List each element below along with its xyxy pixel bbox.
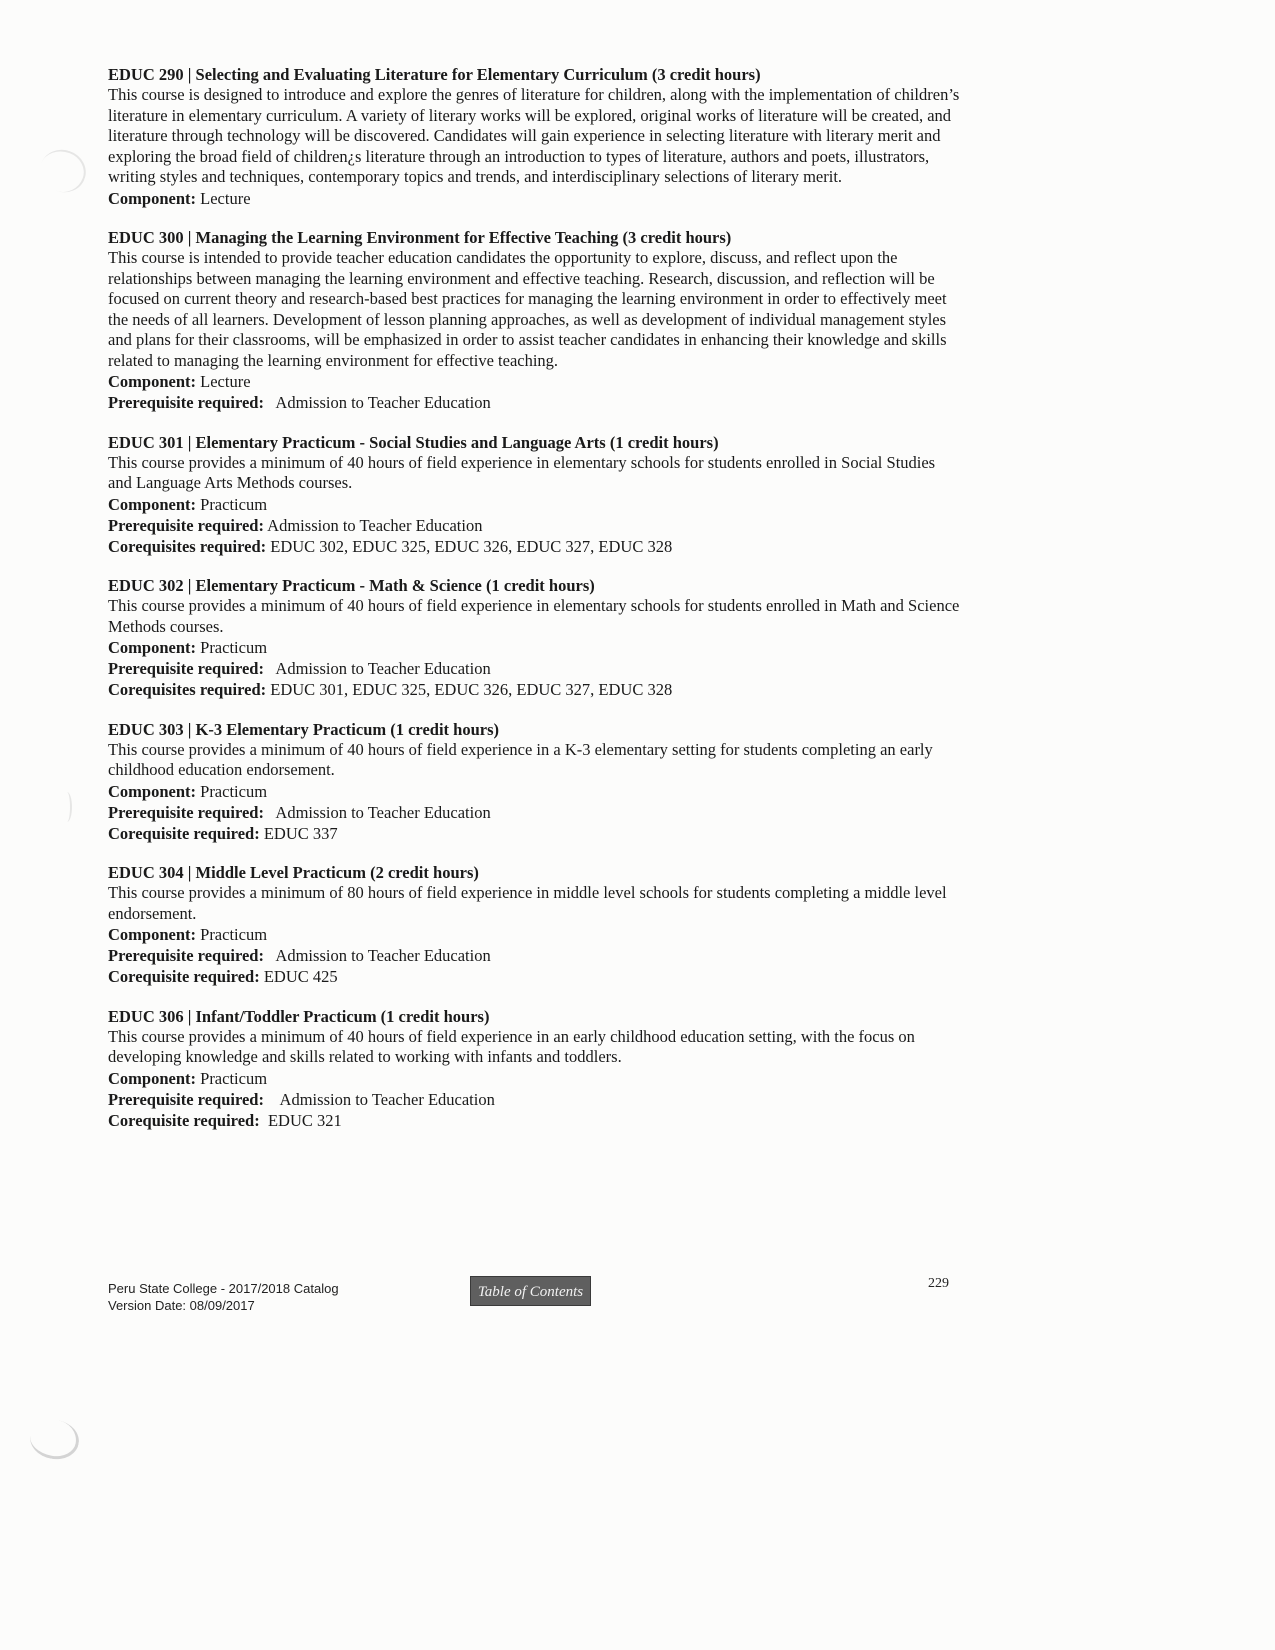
field-label: Component: — [108, 925, 197, 944]
course-entry — [108, 432, 960, 557]
course-entry — [108, 862, 960, 987]
field-value: Admission to Teacher Education — [263, 659, 491, 678]
scan-artifact-top — [34, 143, 92, 198]
field-value: Admission to Teacher Education — [263, 1089, 495, 1109]
field-label: Component: — [108, 372, 197, 391]
course-title: EDUC 303 | K-3 Elementary Practicum (1 credit hours) — [108, 719, 500, 739]
table-of-contents-button[interactable]: Table of Contents — [470, 1276, 591, 1306]
course-component — [108, 637, 960, 658]
course-prerequisite — [108, 515, 960, 536]
field-label: Corequisites required: — [108, 680, 267, 699]
field-value: EDUC 425 — [259, 967, 338, 986]
course-corequisite — [108, 823, 960, 844]
field-label: Component: — [108, 781, 197, 801]
course-component — [108, 924, 960, 945]
field-label: Prerequisite required: — [108, 515, 264, 535]
course-prerequisite — [108, 802, 960, 823]
field-value: Admission to Teacher Education — [263, 802, 491, 822]
course-title: EDUC 306 | Infant/Toddler Practicum (1 credit hours) — [108, 1006, 490, 1026]
course-title: EDUC 300 | Managing the Learning Environment for Effective Teaching (3 credit hours) — [108, 228, 732, 247]
course-corequisites — [108, 536, 960, 557]
field-label: Corequisites required: — [108, 536, 267, 556]
course-title: EDUC 304 | Middle Level Practicum (2 credit hours) — [108, 863, 479, 882]
field-value: Practicum — [196, 494, 268, 514]
course-entry — [108, 575, 960, 700]
field-label: Prerequisite required: — [108, 659, 264, 678]
course-description: This course provides a minimum of 40 hours of field experience in elementary schools for students enrolled in Math and Science Methods courses. — [108, 596, 960, 636]
scan-artifact-bottom — [27, 1416, 82, 1463]
course-entry — [108, 1006, 960, 1131]
course-description: This course is designed to introduce and explore the genres of literature for children, along with the implementation of children’s literature in elementary curriculum. A variety of literary works will be explored, original works of literature will be created, and literature through technology will be discovered. Candidates will gain experience in selecting literature with literary merit and exploring the broad field of children¿s literature through an introduction to types of literature, authors and poets, illustrators, writing styles and techniques, contemporary topics and trends, and interdisciplinary selections of literary merit. — [108, 85, 960, 186]
field-value: Admission to Teacher Education — [263, 393, 491, 412]
version-date: Version Date: 08/09/2017 — [108, 1298, 255, 1313]
course-corequisite — [108, 966, 960, 987]
course-title: EDUC 290 | Selecting and Evaluating Literature for Elementary Curriculum (3 credit hours) — [108, 65, 761, 84]
field-value: EDUC 337 — [259, 823, 338, 843]
field-label: Prerequisite required: — [108, 802, 264, 822]
field-label: Component: — [108, 494, 197, 514]
course-description: This course is intended to provide teacher education candidates the opportunity to explore, discuss, and reflect upon the relationships between managing the learning environment and effective teaching. Research, discussion, and reflection will be focused on current theory and research-based best practices for managing the learning environment in order to effectively meet the needs of all learners. Development of lesson planning approaches, as well as development of individual management styles and plans for their classrooms, will be emphasized in order to assist teacher candidates in enhancing their knowledge and skills related to managing the learning environment for effective teaching. — [108, 248, 947, 370]
page-footer — [108, 1280, 339, 1314]
course-entry — [108, 64, 960, 209]
field-value: EDUC 302, EDUC 325, EDUC 326, EDUC 327, EDUC 328 — [266, 536, 673, 556]
field-value: EDUC 321 — [259, 1110, 342, 1130]
course-component — [108, 781, 960, 802]
field-label: Prerequisite required: — [108, 393, 264, 412]
course-description: This course provides a minimum of 40 hours of field experience in elementary schools for students enrolled in Social Studies and Language Arts Methods courses. — [108, 452, 936, 492]
field-label: Component: — [108, 638, 197, 657]
course-component — [108, 188, 960, 209]
course-title: EDUC 301 | Elementary Practicum - Social Studies and Language Arts (1 credit hours) — [108, 432, 719, 452]
field-value: Practicum — [196, 925, 268, 944]
course-corequisite — [108, 1110, 960, 1131]
field-label: Component: — [108, 1068, 197, 1088]
field-value: Admission to Teacher Education — [263, 946, 491, 965]
course-entry — [108, 719, 960, 844]
field-label: Component: — [108, 188, 197, 208]
field-value: Lecture — [196, 372, 251, 391]
course-prerequisite — [108, 1089, 960, 1110]
course-prerequisite — [108, 658, 960, 679]
field-value: Practicum — [196, 1068, 268, 1088]
course-component — [108, 1068, 960, 1089]
field-value: Lecture — [196, 188, 251, 208]
course-title: EDUC 302 | Elementary Practicum - Math & Science (1 credit hours) — [108, 576, 595, 595]
field-value: Practicum — [196, 638, 268, 657]
course-component — [108, 371, 960, 392]
course-prerequisite — [108, 392, 960, 413]
course-prerequisite — [108, 945, 960, 966]
field-value: Admission to Teacher Education — [263, 515, 483, 535]
field-label: Prerequisite required: — [108, 1089, 264, 1109]
course-description: This course provides a minimum of 40 hours of field experience in an early childhood education setting, with the focus on developing knowledge and skills related to working with infants and toddlers. — [108, 1026, 915, 1066]
course-description: This course provides a minimum of 80 hours of field experience in middle level schools for students completing a middle level endorsement. — [108, 883, 947, 923]
field-value: Practicum — [196, 781, 268, 801]
course-entry — [108, 227, 960, 413]
scan-artifact-middle — [62, 792, 72, 822]
page-number: 229 — [928, 1276, 949, 1291]
course-corequisites — [108, 679, 960, 700]
catalog-name: Peru State College - 2017/2018 Catalog — [108, 1281, 339, 1296]
field-label: Prerequisite required: — [108, 946, 264, 965]
course-list — [108, 64, 960, 1149]
field-label: Corequisite required: — [108, 1110, 260, 1130]
field-value: EDUC 301, EDUC 325, EDUC 326, EDUC 327, EDUC 328 — [266, 680, 673, 699]
course-component — [108, 494, 960, 515]
field-label: Corequisite required: — [108, 967, 260, 986]
field-label: Corequisite required: — [108, 823, 260, 843]
course-description: This course provides a minimum of 40 hours of field experience in a K-3 elementary setting for students completing an early childhood education endorsement. — [108, 739, 933, 779]
